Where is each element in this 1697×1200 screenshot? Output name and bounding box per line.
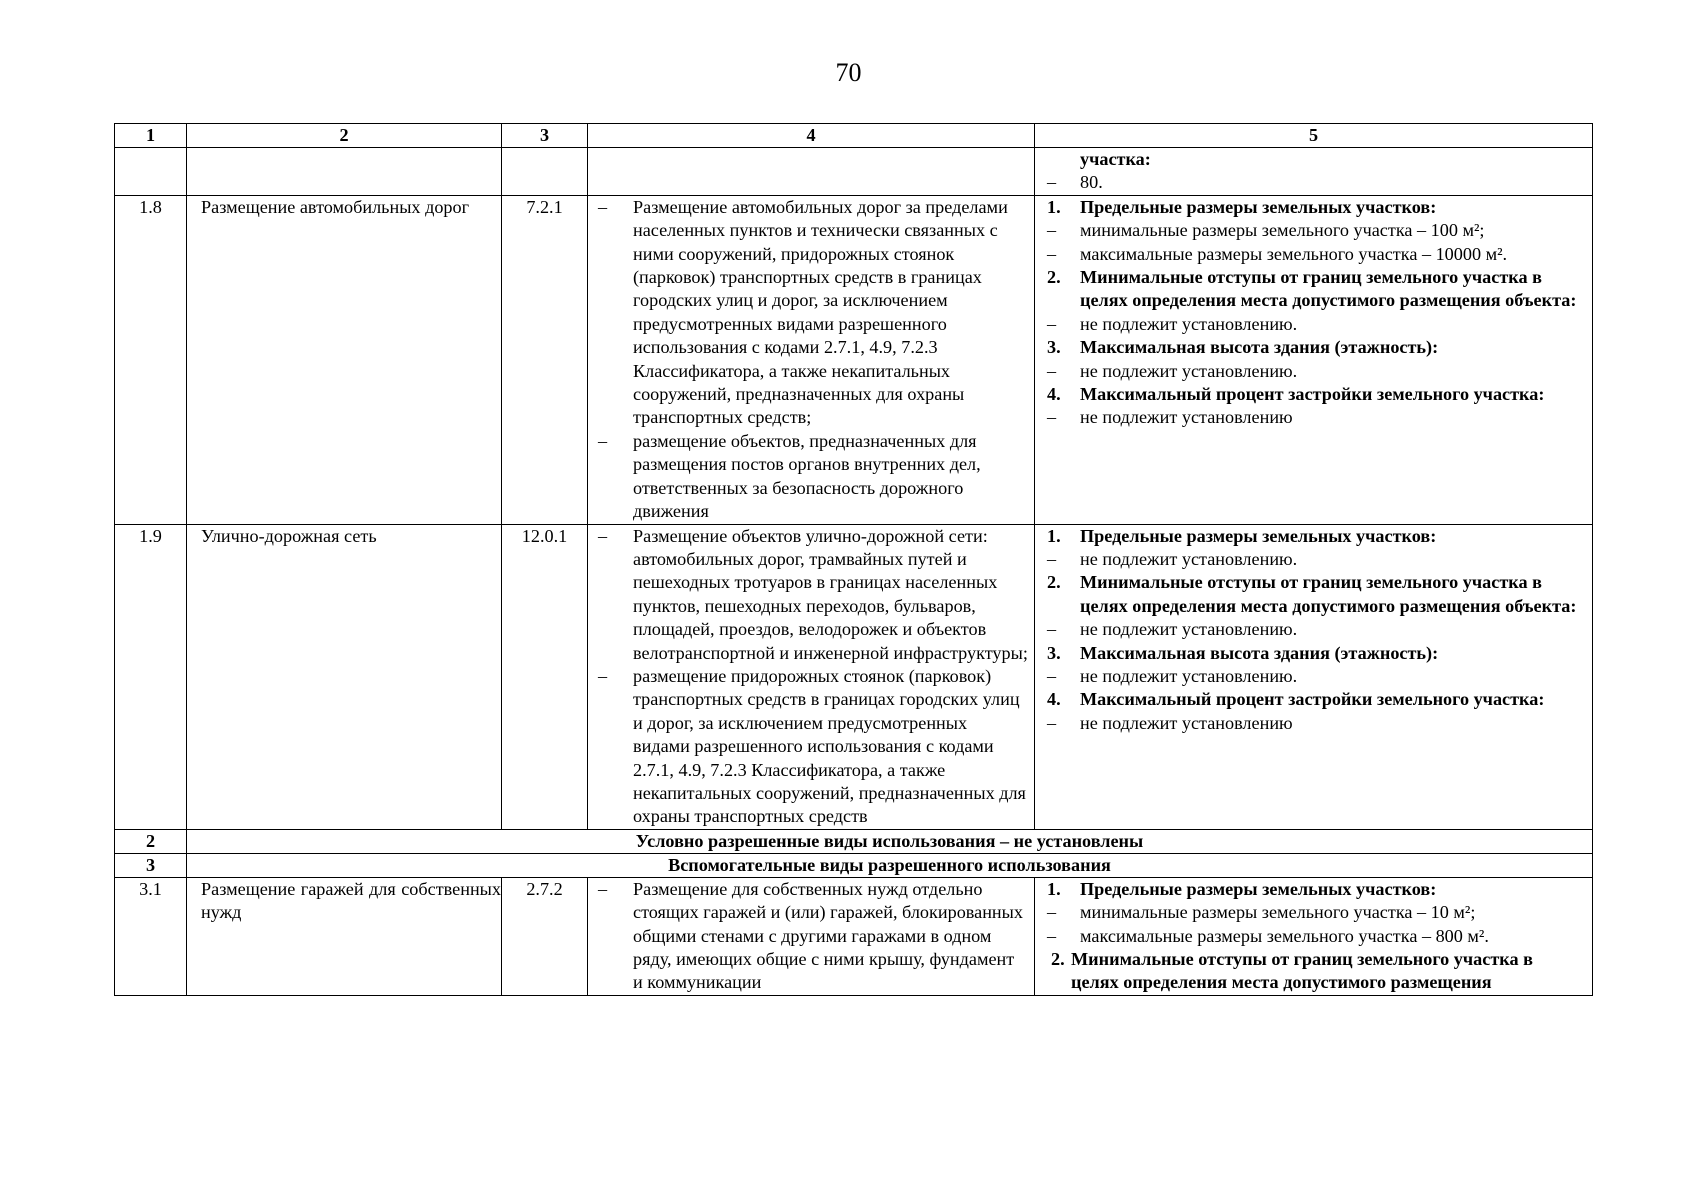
param-value — [1035, 243, 1584, 266]
param-heading — [1035, 383, 1584, 406]
dash-marker: – — [1047, 172, 1057, 193]
param-number: 1. — [1047, 196, 1061, 217]
use-description — [588, 877, 1035, 995]
param-heading — [1035, 878, 1584, 901]
param-value — [1035, 360, 1584, 383]
param-number: 4. — [1047, 384, 1061, 405]
description-item: – размещение придорожных стоянок (парковок) транспортных средств в границах городских улиц и дорог, за исключением предусмотренных видами разрешенного использования с кодами 2.7.1, 4.9, 7.2.3 Классификатора, а также некапитальных сооружений, предназначенных для охраны транспортных средств — [588, 665, 1028, 829]
header-cell: 1 — [115, 124, 187, 148]
param-heading-text: Максимальный процент застройки земельного участка: — [1080, 689, 1545, 710]
dash-marker: – — [1047, 548, 1057, 569]
header-cell: 3 — [502, 124, 588, 148]
description-item: – Размещение для собственных нужд отдельно стоящих гаражей и (или) гаражей, блокированных общими стенами с другими гаражами в одном ряду, имеющих общие с ними крышу, фундамент и коммуникации — [588, 878, 1028, 995]
continuation-row — [115, 148, 1593, 196]
param-heading-text: Предельные размеры земельных участков: — [1080, 878, 1437, 899]
dash-marker: – — [1047, 902, 1057, 923]
use-description — [588, 195, 1035, 524]
params-cell — [1035, 877, 1593, 995]
empty-cell — [187, 148, 502, 196]
param-number: 3. — [1047, 642, 1061, 663]
param-number: 3. — [1047, 337, 1061, 358]
param-value-text: не подлежит установлению. — [1080, 360, 1298, 381]
param-value — [1035, 925, 1584, 948]
table-row — [115, 524, 1593, 829]
param-value-text: не подлежит установлению. — [1080, 665, 1298, 686]
param-heading — [1035, 336, 1584, 359]
dash-marker: – — [1047, 619, 1057, 640]
params-cell — [1035, 148, 1593, 196]
param-value — [1035, 618, 1584, 641]
use-code: 7.2.1 — [502, 195, 588, 524]
param-value-text: максимальные размеры земельного участка – 10000 м². — [1080, 243, 1508, 264]
param-value — [1035, 406, 1584, 429]
param-heading-text: Минимальные отступы от границ земельного участка в целях определения места допустимого размещения объекта: — [1080, 572, 1577, 616]
param-heading — [1035, 525, 1584, 548]
row-number: 1.9 — [115, 524, 187, 829]
empty-cell — [115, 148, 187, 196]
param-heading-text: Минимальные отступы от границ земельного участка в целях определения места допустимого размещения — [1071, 949, 1533, 993]
description-list — [588, 196, 1028, 524]
param-heading — [1035, 642, 1584, 665]
param-heading-text: Максимальная высота здания (этажность): — [1080, 337, 1439, 358]
use-description — [588, 524, 1035, 829]
param-value — [1035, 548, 1584, 571]
dash-marker: – — [1047, 220, 1057, 241]
param-value-text: 80. — [1080, 172, 1103, 193]
description-item: – Размещение автомобильных дорог за пределами населенных пунктов и технически связанных с ними сооружений, придорожных стоянок (парковок) транспортных средств в границах городских улиц и дорог, за исключением предусмотренных видами разрешенного использования с кодами 2.7.1, 4.9, 7.2.3 Классификатора, а также некапитальных сооружений, предназначенных для охраны транспортных средств; — [588, 196, 1028, 430]
empty-cell — [588, 148, 1035, 196]
land-use-table — [114, 123, 1593, 996]
page-number: 70 — [835, 58, 862, 87]
use-code: 12.0.1 — [502, 524, 588, 829]
dash-marker: – — [1047, 712, 1057, 733]
dash-marker: – — [1047, 925, 1057, 946]
use-name: Размещение гаражей для собственных нужд — [187, 877, 502, 995]
section-title: Условно разрешенные виды использования – не установлены — [187, 829, 1593, 853]
param-continuation: участка: — [1080, 149, 1151, 169]
param-value-text: минимальные размеры земельного участка – 100 м²; — [1080, 220, 1485, 241]
section-row — [115, 829, 1593, 853]
param-heading — [1035, 266, 1584, 313]
dash-marker: – — [1047, 665, 1057, 686]
table-row — [115, 195, 1593, 524]
param-number: 1. — [1047, 878, 1061, 899]
param-heading — [1035, 948, 1584, 995]
param-value-text: не подлежит установлению. — [1080, 313, 1298, 334]
use-code: 2.7.2 — [502, 877, 588, 995]
param-heading-text: Минимальные отступы от границ земельного участка в целях определения места допустимого размещения объекта: — [1080, 267, 1577, 311]
description-item: – размещение объектов, предназначенных для размещения постов органов внутренних дел, ответственных за безопасность дорожного движения — [588, 430, 1028, 524]
param-value-text: не подлежит установлению — [1080, 712, 1293, 733]
params-cell — [1035, 524, 1593, 829]
param-value — [1035, 901, 1584, 924]
param-number: 2. — [1051, 949, 1065, 969]
section-number: 2 — [115, 829, 187, 853]
section-row — [115, 853, 1593, 877]
param-heading-text: Максимальная высота здания (этажность): — [1080, 642, 1439, 663]
param-heading-text: Предельные размеры земельных участков: — [1080, 196, 1437, 217]
param-heading — [1035, 688, 1584, 711]
param-value-text: не подлежит установлению. — [1080, 548, 1298, 569]
param-number: 1. — [1047, 525, 1061, 546]
param-heading-text: Максимальный процент застройки земельного участка: — [1080, 384, 1545, 405]
param-value — [1035, 313, 1584, 336]
table-row — [115, 877, 1593, 995]
param-value-text: не подлежит установлению — [1080, 407, 1293, 428]
param-value — [1035, 171, 1584, 194]
header-row — [115, 124, 1593, 148]
row-number: 1.8 — [115, 195, 187, 524]
header-cell: 5 — [1035, 124, 1593, 148]
section-number: 3 — [115, 853, 187, 877]
param-number: 4. — [1047, 689, 1061, 710]
param-value-text: максимальные размеры земельного участка – 800 м². — [1080, 925, 1489, 946]
param-value — [1035, 665, 1584, 688]
section-title: Вспомогательные виды разрешенного использования — [187, 853, 1593, 877]
description-item: – Размещение объектов улично-дорожной сети: автомобильных дорог, трамвайных путей и пешеходных тротуаров в границах населенных пунктов, пешеходных переходов, бульваров, площадей, проездов, велодорожек и объектов велотранспортной и инженерной инфраструктуры; — [588, 525, 1028, 665]
param-heading-text: Предельные размеры земельных участков: — [1080, 525, 1437, 546]
description-list — [588, 878, 1028, 995]
param-value — [1035, 712, 1584, 735]
dash-marker: – — [1047, 243, 1057, 264]
header-cell: 2 — [187, 124, 502, 148]
use-name: Улично-дорожная сеть — [187, 524, 502, 829]
param-value — [1035, 219, 1584, 242]
empty-cell — [502, 148, 588, 196]
param-heading — [1035, 196, 1584, 219]
param-value-text: не подлежит установлению. — [1080, 619, 1298, 640]
dash-marker: – — [1047, 407, 1057, 428]
params-cell — [1035, 195, 1593, 524]
row-number: 3.1 — [115, 877, 187, 995]
header-cell: 4 — [588, 124, 1035, 148]
param-number: 2. — [1047, 572, 1061, 593]
dash-marker: – — [1047, 360, 1057, 381]
param-number: 2. — [1047, 267, 1061, 288]
dash-marker: – — [1047, 313, 1057, 334]
param-value-text: минимальные размеры земельного участка – 10 м²; — [1080, 902, 1476, 923]
description-list — [588, 525, 1028, 829]
use-name: Размещение автомобильных дорог — [187, 195, 502, 524]
param-heading — [1035, 571, 1584, 618]
